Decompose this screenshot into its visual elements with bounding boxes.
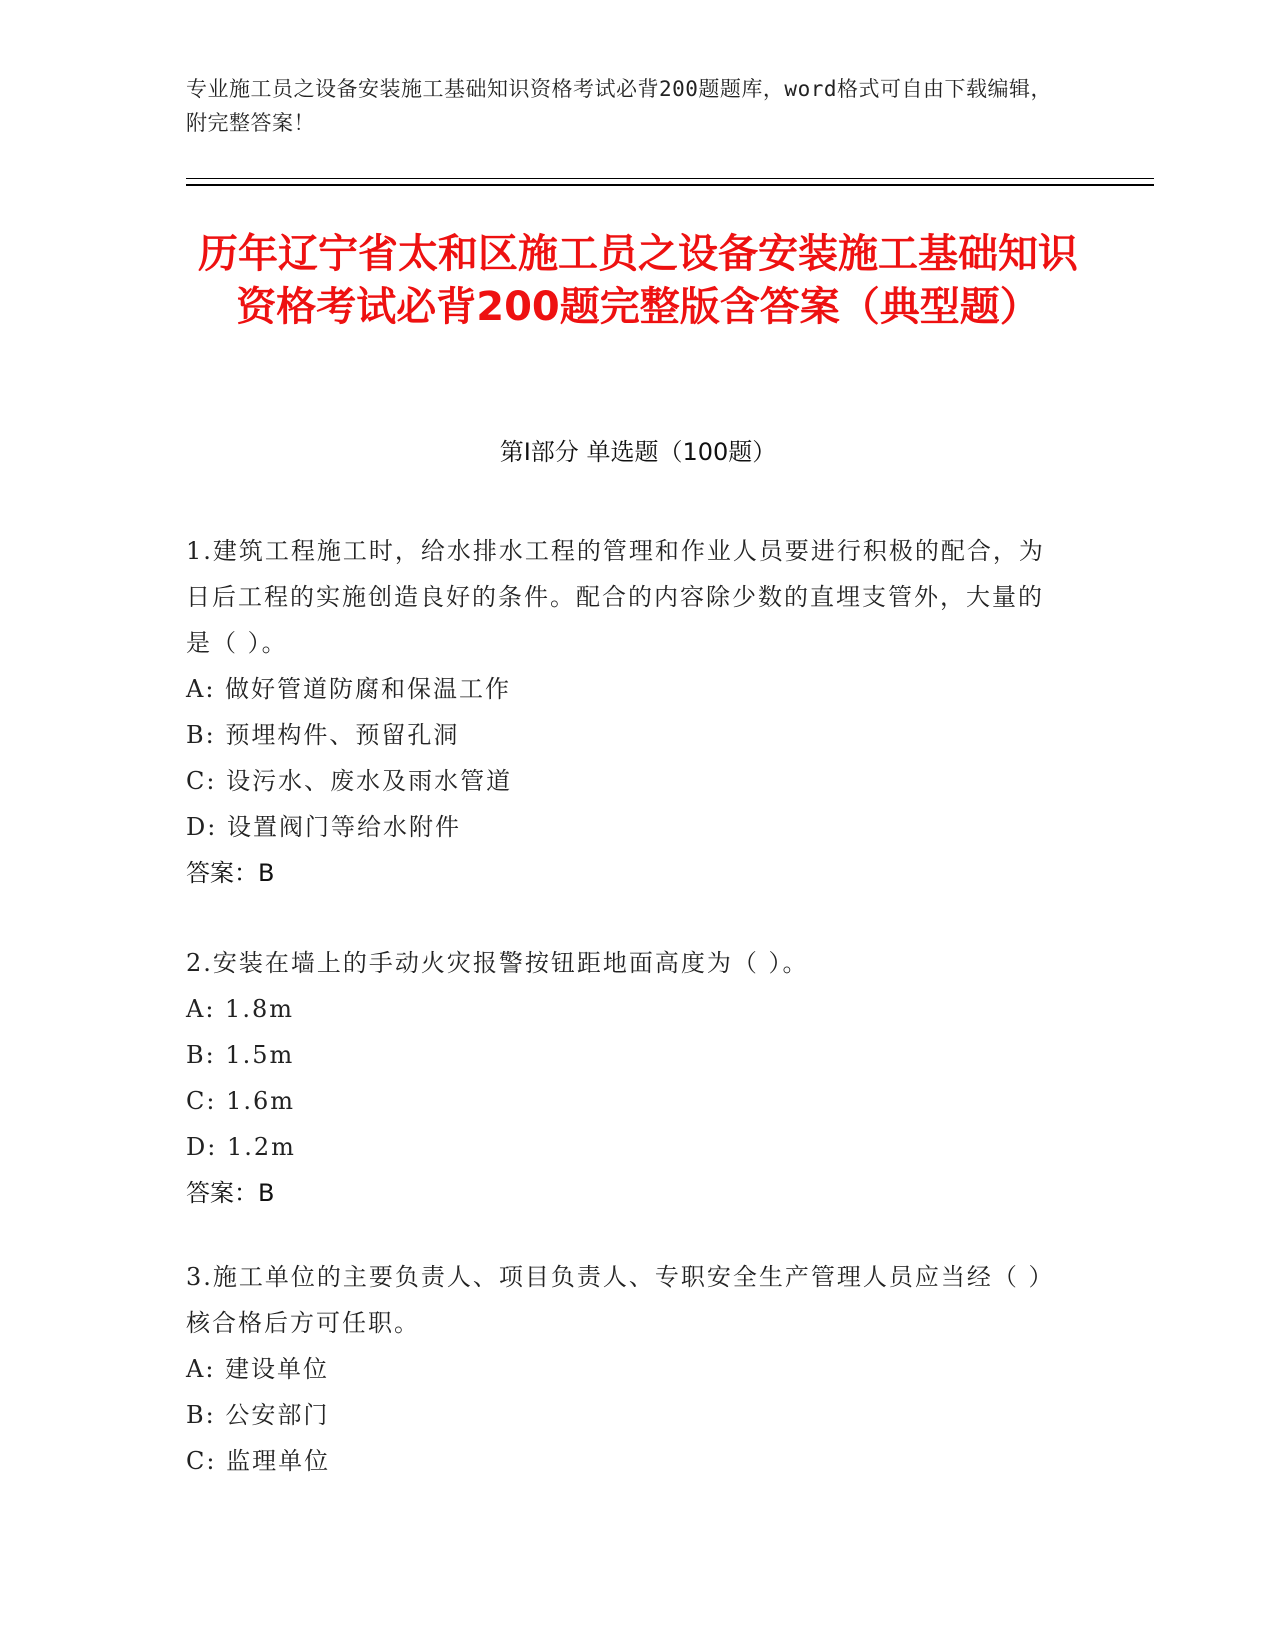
option-d: D: 设置阀门等给水附件 <box>186 813 461 841</box>
option-a: A: 1.8m <box>186 995 294 1023</box>
question-stem: 1.建筑工程施工时，给水排水工程的管理和作业人员要进行积极的配合，为日后工程的实施创造良好的条件。配合的内容除少数的直埋支管外，大量的是（ ）。 <box>186 537 1045 657</box>
header-divider-thin <box>186 178 1154 179</box>
option-b: B: 1.5m <box>186 1041 295 1069</box>
option-c: C: 1.6m <box>186 1087 296 1115</box>
question-1 <box>186 528 1066 896</box>
answer: 答案：B <box>186 859 275 887</box>
answer: 答案：B <box>186 1179 275 1207</box>
option-c: C: 设污水、废水及雨水管道 <box>186 767 513 795</box>
option-a: A: 建设单位 <box>186 1355 330 1383</box>
option-a: A: 做好管道防腐和保温工作 <box>186 675 512 703</box>
option-b: B: 预埋构件、预留孔洞 <box>186 721 460 749</box>
question-3 <box>186 1254 1066 1484</box>
option-d: D: 1.2m <box>186 1133 296 1161</box>
document-title: 历年辽宁省太和区施工员之设备安装施工基础知识资格考试必背200题完整版含答案（典型题） <box>198 231 1078 330</box>
section-heading: 第Ⅰ部分 单选题（100题） <box>499 438 777 466</box>
question-stem: 2.安装在墙上的手动火灾报警按钮距地面高度为（ ）。 <box>186 949 809 977</box>
question-2 <box>186 940 1066 1216</box>
question-stem: 3.施工单位的主要负责人、项目负责人、专职安全生产管理人员应当经（ ）核合格后方可任职。 <box>186 1263 1055 1337</box>
option-b: B: 公安部门 <box>186 1401 330 1429</box>
header-divider-thick <box>186 184 1154 186</box>
option-c: C: 监理单位 <box>186 1447 331 1475</box>
header-note: 专业施工员之设备安装施工基础知识资格考试必背200题题库，word格式可自由下载编辑，附完整答案！ <box>186 77 1052 135</box>
